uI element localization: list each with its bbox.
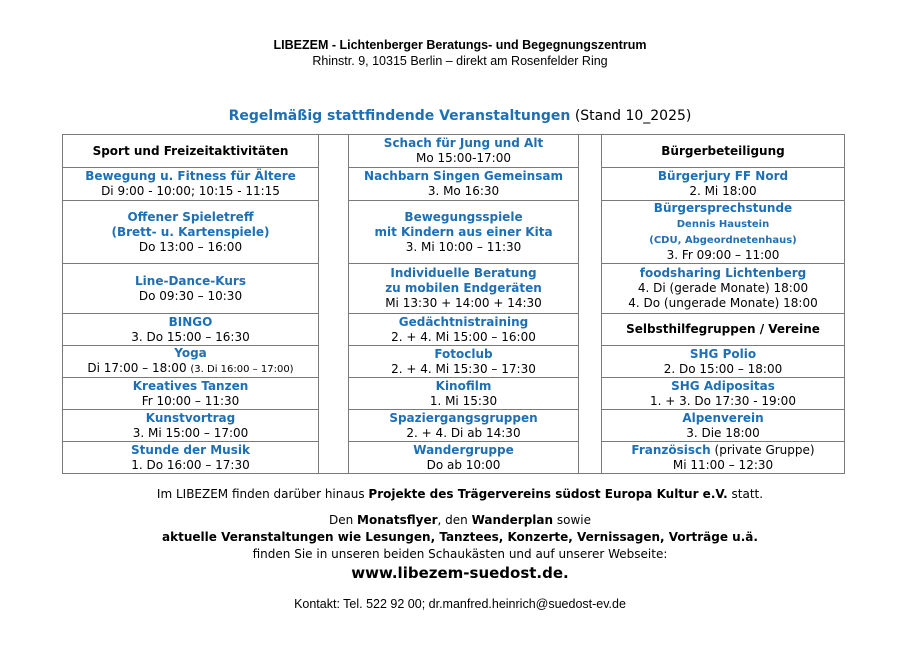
title-status: (Stand 10_2025) [574,108,692,124]
table-row [63,378,845,410]
column-gap [579,135,602,474]
table-cell: Kinofilm 1. Mi 15:30 [349,378,579,410]
table-cell: SHG Polio 2. Do 15:00 – 18:00 [602,346,845,378]
table-row [63,168,845,201]
table-cell: Kunstvortrag 3. Mi 15:00 – 17:00 [63,410,319,442]
table-cell: Stunde der Musik 1. Do 16:00 – 17:30 [63,442,319,474]
table-cell: Bewegung u. Fitness für Ältere Di 9:00 - 10:00; 10:15 - 11:15 [63,168,319,201]
table-cell: Spaziergangsgruppen 2. + 4. Di ab 14:30 [349,410,579,442]
table-cell: Bewegungsspiele mit Kindern aus einer Kita 3. Mi 10:00 – 11:30 [349,201,579,264]
col3-header: Bürgerbeteiligung [602,135,845,168]
title-main: Regelmäßig stattfindende Veranstaltungen [228,108,571,124]
table-cell: Offener Spieletreff (Brett- u. Kartenspiele) Do 13:00 – 16:00 [63,201,319,264]
table-cell: foodsharing Lichtenberg 4. Di (gerade Monate) 18:00 4. Do (ungerade Monate) 18:00 [602,264,845,314]
column-gap [319,135,349,474]
org-name: LIBEZEM - Lichtenberger Beratungs- und Begegnungszentrum [273,38,647,52]
table-cell: BINGO 3. Do 15:00 – 16:30 [63,314,319,346]
table-row [63,264,845,314]
table-row [63,201,845,264]
table-cell: Individuelle Beratung zu mobilen Endgeräten Mi 13:30 + 14:00 + 14:30 [349,264,579,314]
website-link[interactable]: www.libezem-suedost.de. [351,564,569,582]
table-cell: Gedächtnistraining 2. + 4. Mi 15:00 – 16:00 [349,314,579,346]
table-cell: Bürgersprechstunde Dennis Haustein (CDU, Abgeordnetenhaus) 3. Fr 09:00 – 11:00 [602,201,845,264]
table-cell: Fotoclub 2. + 4. Mi 15:30 – 17:30 [349,346,579,378]
contact-line: Kontakt: Tel. 522 92 00; dr.manfred.heinrich@suedost-ev.de [294,597,626,611]
table-cell: Schach für Jung und Alt Mo 15:00-17:00 [349,135,579,168]
table-cell: Selbsthilfegruppen / Vereine [602,314,845,346]
col1-header: Sport und Freizeitaktivitäten [63,135,319,168]
footer-events-line: aktuelle Veranstaltungen wie Lesungen, Tanztees, Konzerte, Vernissagen, Vorträge u.ä. [162,530,758,544]
table-row [63,442,845,474]
table-cell: SHG Adipositas 1. + 3. Do 17:30 - 19:00 [602,378,845,410]
table-cell: Kreatives Tanzen Fr 10:00 – 11:30 [63,378,319,410]
table-row [63,314,845,346]
table-row [63,135,845,168]
table-cell: Französisch (private Gruppe) Mi 11:00 – 12:30 [602,442,845,474]
table-cell: Wandergruppe Do ab 10:00 [349,442,579,474]
table-row [63,410,845,442]
table-cell: Alpenverein 3. Die 18:00 [602,410,845,442]
footer-showcase-line: finden Sie in unseren beiden Schaukästen und auf unserer Webseite: [252,547,668,561]
footer-projects-line: Im LIBEZEM finden darüber hinaus Projekte des Trägervereins südost Europa Kultur e.V. statt. [156,487,764,501]
table-cell: Nachbarn Singen Gemeinsam 3. Mo 16:30 [349,168,579,201]
page-title [0,108,920,124]
table-cell: Bürgerjury FF Nord 2. Mi 18:00 [602,168,845,201]
table-row [63,346,845,378]
schedule-table [62,134,845,474]
table-cell: Line-Dance-Kurs Do 09:30 – 10:30 [63,264,319,314]
org-address: Rhinstr. 9, 10315 Berlin – direkt am Rosenfelder Ring [312,54,608,68]
footer-flyer-line: Den Monatsflyer, den Wanderplan sowie [328,513,591,527]
table-cell: Yoga Di 17:00 – 18:00 (3. Di 16:00 – 17:00) [63,346,319,378]
